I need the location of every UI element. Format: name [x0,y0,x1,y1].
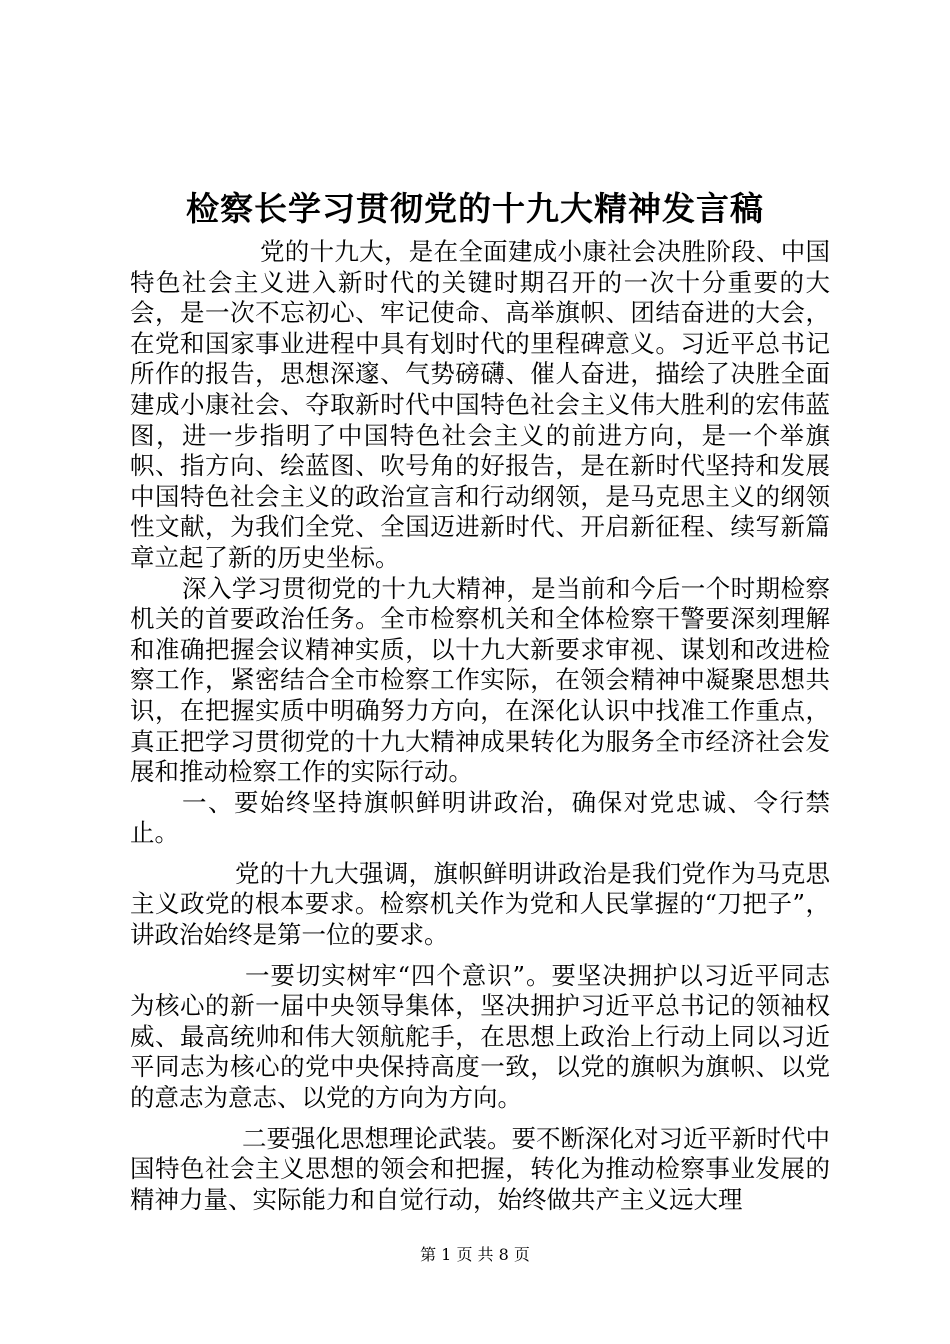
section-heading-1: 一、要始终坚持旗帜鲜明讲政治，确保对党忠诚、令行禁止。 [130,787,830,848]
paragraph-politics: 党的十九大强调，旗帜鲜明讲政治是我们党作为马克思主义政党的根本要求。检察机关作为党和人民掌握的“刀把子”，讲政治始终是第一位的要求。 [130,858,830,950]
paragraph-theory: 二要强化思想理论武装。要不断深化对习近平新时代中国特色社会主义思想的领会和把握，转化为推动检察事业发展的精神力量、实际能力和自觉行动，始终做共产主义远大理 [130,1123,830,1214]
paragraph-four-consciousness: 一要切实树牢“四个意识”。要坚决拥护以习近平同志为核心的新一届中央领导集体，坚决拥护习近平总书记的领袖权威、最高统帅和伟大领航舵手，在思想上政治上行动上同以习近平同志为核心的党中央保持高度一致，以党的旗帜为旗帜、以党的意志为意志、以党的方向为方向。 [130,960,830,1113]
document-body [130,237,830,1215]
document-title: 检察长学习贯彻党的十九大精神发言稿 [186,189,764,228]
paragraph-study: 深入学习贯彻党的十九大精神，是当前和今后一个时期检察机关的首要政治任务。全市检察机关和全体检察干警要深刻理解和准确把握会议精神实质，以十九大新要求审视、谋划和改进检察工作，紧密结合全市检察工作实际，在领会精神中凝聚思想共识，在把握实质中明确努力方向，在深化认识中找准工作重点，真正把学习贯彻党的十九大精神成果转化为服务全市经济社会发展和推动检察工作的实际行动。 [130,573,830,787]
page-footer: 第 1 页 共 8 页 [420,1245,530,1264]
paragraph-intro: 党的十九大，是在全面建成小康社会决胜阶段、中国特色社会主义进入新时代的关键时期召开的一次十分重要的大会，是一次不忘初心、牢记使命、高举旗帜、团结奋进的大会，在党和国家事业进程中具有划时代的里程碑意义。习近平总书记所作的报告，思想深邃、气势磅礴、催人奋进，描绘了决胜全面建成小康社会、夺取新时代中国特色社会主义伟大胜利的宏伟蓝图，进一步指明了中国特色社会主义的前进方向，是一个举旗帜、指方向、绘蓝图、吹号角的好报告，是在新时代坚持和发展中国特色社会主义的政治宣言和行动纲领，是马克思主义的纲领性文献，为我们全党、全国迈进新时代、开启新征程、续写新篇章立起了新的历史坐标。 [130,237,830,572]
